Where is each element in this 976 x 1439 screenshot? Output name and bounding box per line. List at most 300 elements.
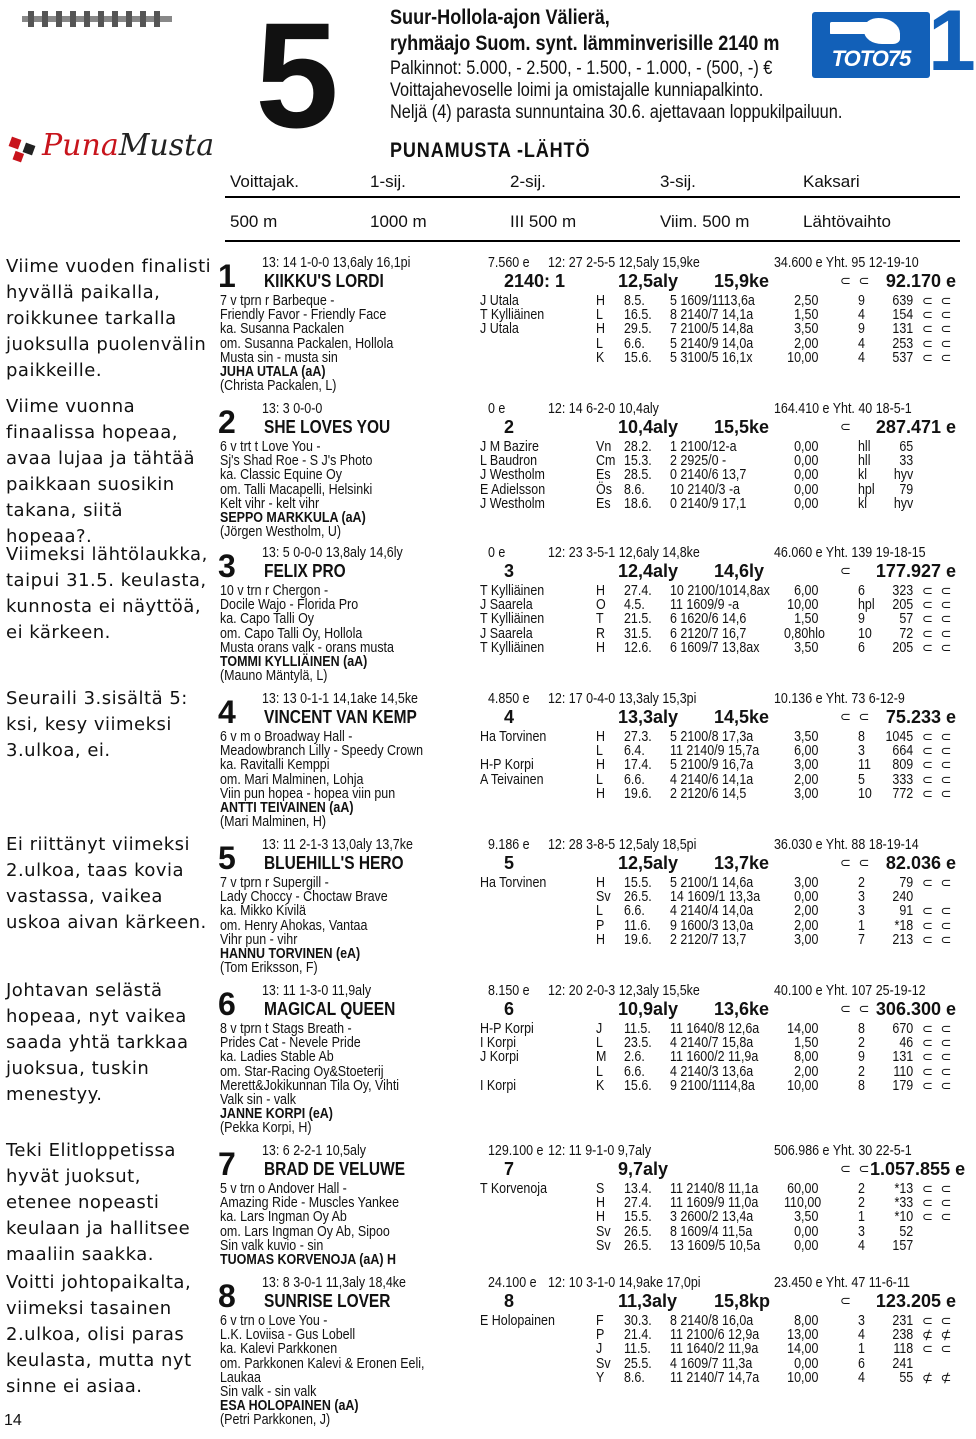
- start-position: 4: [858, 307, 865, 324]
- start-date: 6.4.: [624, 743, 645, 760]
- start-position: 6: [858, 583, 865, 599]
- horse-info-line: ka. Capo Talli Oy: [220, 611, 315, 628]
- start-position: 6: [858, 1355, 865, 1372]
- start-result: 5 2100/8 17,3a: [670, 729, 754, 745]
- start-points: 72: [899, 625, 914, 642]
- horse-info-line: ka. Classic Equine Oy: [220, 467, 342, 484]
- start-marks: ⊂ ⊂: [922, 597, 954, 613]
- start-row: [218, 1342, 960, 1356]
- start-row: [218, 933, 960, 947]
- start-row: [218, 612, 960, 626]
- start-track: L: [596, 307, 603, 324]
- horse-info-line: ka. Susanna Packalen: [220, 321, 345, 338]
- punamusta-word-a: Puna: [42, 128, 119, 163]
- start-driver: Ha Torvinen: [480, 729, 547, 745]
- horse-info-line: JANNE KORPI (eA): [220, 1106, 333, 1123]
- start-number: 3: [218, 548, 236, 584]
- total-stats: 46.060 e Yht. 139 19-18-15: [774, 545, 926, 561]
- start-date: 11.5.: [624, 1021, 651, 1037]
- start-date: 26.5.: [624, 1237, 652, 1254]
- start-position: 4: [858, 335, 865, 352]
- start-position: 2: [858, 1195, 865, 1212]
- shoe-marks: ⊂: [840, 419, 853, 434]
- horse-info-line: (Tom Eriksson, F): [220, 960, 318, 977]
- entry-6: [218, 982, 960, 1137]
- start-driver: J Saarela: [480, 625, 533, 642]
- start-track: M: [596, 1049, 607, 1066]
- start-track: J: [596, 1341, 603, 1358]
- start-result: 10 2100/1014,8ax: [670, 583, 770, 599]
- start-points: 238: [892, 1327, 914, 1344]
- start-date: 30.3.: [624, 1313, 652, 1329]
- start-position: 1: [858, 917, 865, 934]
- start-result: 8 1609/4 11,5a: [670, 1223, 753, 1240]
- shoe-marks: ⊂ ⊂: [840, 1001, 872, 1016]
- start-date: 27.4.: [624, 583, 652, 599]
- comment-8: Voitti johtopaikalta, viimeksi tasainen 2.ulkoa, olisi paras keulasta, mutta nyt sinne ei asiaa.: [6, 1272, 192, 1397]
- start-driver: L Baudron: [480, 453, 538, 470]
- start-result: 0 2140/6 13,7: [670, 467, 747, 484]
- punamusta-word-b: Musta: [118, 128, 215, 163]
- horse-info-line: (Jörgen Westholm, U): [220, 524, 342, 541]
- start-track: L: [596, 1035, 603, 1052]
- start-position: 4: [858, 1237, 865, 1254]
- start-odds: 3,00: [794, 757, 819, 774]
- start-date: 6.6.: [624, 1063, 645, 1080]
- start-position: 10: [858, 785, 872, 802]
- best-time-auto: 12,4aly: [618, 561, 679, 581]
- start-position: 2: [858, 1035, 865, 1052]
- start-position: 9: [858, 611, 865, 628]
- header-divider: [225, 196, 960, 198]
- race-prizes: Palkinnot: 5.000, - 2.500, - 1.500, - 1.000, - (500, -) €: [390, 58, 773, 79]
- start-position: 2: [858, 1181, 865, 1197]
- start-marks: ⊂ ⊂: [922, 1195, 954, 1211]
- start-track: H: [596, 293, 606, 309]
- total-stats: 36.030 e Yht. 88 18-19-14: [774, 837, 919, 853]
- header-divider-2: [225, 240, 960, 242]
- best-time-auto: 10,9aly: [618, 999, 679, 1019]
- start-result: 11 1600/2 11,9a: [670, 1049, 759, 1066]
- start-row: [218, 1357, 960, 1371]
- start-track: Es: [596, 495, 611, 512]
- earnings-2013: 4.850 e: [488, 691, 530, 707]
- start-position: 11: [858, 757, 871, 774]
- col-second: 2-sij.: [510, 172, 546, 191]
- start-result: 6 2120/7 16,7: [670, 625, 747, 642]
- start-driver: J Westholm: [480, 467, 545, 484]
- start-points: 131: [892, 1049, 914, 1066]
- distance-track: 4: [504, 707, 515, 727]
- best-time-auto: 10,4aly: [618, 417, 679, 437]
- start-odds: 6,00: [794, 743, 819, 760]
- start-track: K: [596, 349, 605, 366]
- start-marks: ⊂ ⊂: [922, 1341, 954, 1357]
- start-position: 7: [858, 931, 865, 948]
- start-odds: 3,00: [794, 875, 819, 891]
- comment-7: Teki Elitloppetissa hyvät juoksut, etenee nopeasti keulaan ja hallitsee maaliin saakka.: [6, 1140, 191, 1265]
- distance-track: 2: [504, 417, 515, 437]
- start-row: [218, 1371, 960, 1385]
- newspaper-logo: [22, 8, 172, 30]
- start-odds: 0,00: [794, 453, 819, 470]
- entry-8: [218, 1274, 960, 1429]
- entry-7: [218, 1142, 966, 1282]
- start-row: [218, 919, 960, 933]
- horse-info-line: Laukaa: [220, 1369, 261, 1386]
- start-result: 5 3100/5 16,1x: [670, 349, 753, 366]
- stats-2012: 12: 10 3-1-0 14,9ake 17,0pi: [548, 1275, 701, 1291]
- start-odds: 3,50: [794, 1209, 819, 1226]
- horse-info-line: om. Lars Ingman Oy Ab, Sipoo: [220, 1223, 390, 1240]
- start-marks: ⊂ ⊂: [922, 1181, 954, 1196]
- start-row: [218, 584, 960, 598]
- start-result: 4 2140/3 13,6a: [670, 1063, 754, 1080]
- start-points: *10: [894, 1209, 914, 1226]
- shoe-marks: ⊂ ⊂: [840, 1161, 872, 1176]
- start-marks: ⊂ ⊂: [922, 757, 954, 773]
- start-points: 333: [892, 771, 914, 788]
- stats-2013: 13: 6 2-2-1 10,5aly: [262, 1143, 366, 1159]
- start-result: 11 1609/9 -a: [670, 597, 740, 614]
- start-result: 5 2140/9 14,0a: [670, 335, 754, 352]
- start-driver: H-P Korpi: [480, 757, 534, 774]
- start-odds: 2,00: [794, 335, 819, 352]
- start-date: 15.5.: [624, 875, 652, 891]
- start-row: [218, 497, 960, 511]
- start-row: [218, 773, 960, 787]
- horse-info-line: 5 v trn o Andover Hall -: [220, 1181, 347, 1197]
- start-track: P: [596, 917, 605, 934]
- horse-name: BRAD DE VELUWE: [264, 1159, 406, 1179]
- start-track: H: [596, 785, 606, 802]
- horse-name: MAGICAL QUEEN: [264, 999, 396, 1019]
- start-date: 18.6.: [624, 495, 652, 512]
- start-driver: T Kylliäinen: [480, 583, 545, 599]
- page-number: 14: [4, 1412, 22, 1429]
- horse-info-line: 8 v tprn t Stags Breath -: [220, 1021, 352, 1037]
- start-row: [218, 876, 960, 890]
- horse-info-line: 6 v trn o Love You -: [220, 1313, 328, 1329]
- start-marks: ⊂ ⊂: [922, 307, 954, 323]
- start-result: 0 2140/9 17,1: [670, 495, 747, 512]
- start-track: O: [596, 597, 606, 614]
- start-track: H: [596, 321, 606, 338]
- horse-info-line: (Mari Malminen, H): [220, 814, 327, 831]
- best-time-auto: 9,7aly: [618, 1159, 669, 1179]
- start-odds: 14,00: [787, 1021, 819, 1037]
- start-row: [218, 1239, 960, 1253]
- start-track: L: [596, 771, 603, 788]
- start-date: 8.5.: [624, 293, 645, 309]
- stats-2013: 13: 13 0-1-1 14,1ake 14,5ke: [262, 691, 418, 707]
- shoe-marks: ⊂ ⊂: [840, 709, 872, 724]
- start-points: *13: [894, 1181, 914, 1197]
- start-odds: 2,00: [794, 917, 819, 934]
- start-points: 52: [899, 1223, 914, 1240]
- start-result: 9 2100/1114,8a: [670, 1077, 755, 1094]
- start-result: 1 2100/12-a: [670, 439, 737, 455]
- start-marks: ⊂ ⊂: [922, 1063, 954, 1079]
- start-date: 21.5.: [624, 611, 652, 628]
- horse-info-line: Kelt vihr - kelt vihr: [220, 495, 320, 512]
- horse-info-line: (Petri Parkkonen, J): [220, 1412, 331, 1429]
- start-driver: J Utala: [480, 321, 519, 338]
- start-points: 240: [892, 889, 914, 906]
- best-time-auto: 11,3aly: [618, 1291, 678, 1311]
- start-track: Es: [596, 467, 611, 484]
- stats-2013: 13: 14 1-0-0 13,6aly 16,1pi: [262, 255, 411, 271]
- start-row: [218, 627, 960, 641]
- start-track: L: [596, 743, 603, 760]
- start-result: 8 2140/8 16,0a: [670, 1313, 754, 1329]
- start-marks: ⊄ ⊄: [922, 1369, 954, 1385]
- best-time-volt: 13,6ke: [714, 999, 770, 1019]
- race-subtitle: ryhmäajo Suom. synt. lämminverisille 2140 m: [390, 32, 780, 55]
- shoe-marks: ⊂ ⊂: [840, 855, 872, 870]
- start-result: 14 1609/1 13,3a: [670, 889, 761, 906]
- start-row: [218, 744, 960, 758]
- total-points: 75.233 e: [885, 707, 956, 727]
- stats-2012: 12: 27 2-5-5 12,5aly 15,9ke: [548, 255, 700, 271]
- start-date: 15.3.: [624, 453, 652, 470]
- start-points: 772: [892, 785, 914, 802]
- start-date: 26.5.: [624, 1223, 652, 1240]
- horse-info-line: Prides Cat - Nevele Pride: [220, 1035, 361, 1052]
- shoe-marks: ⊂ ⊂: [840, 273, 872, 288]
- start-position: 3: [858, 1313, 865, 1329]
- start-marks: ⊂ ⊂: [922, 785, 954, 801]
- start-number: 1: [218, 258, 236, 294]
- best-time-auto: 13,3aly: [618, 707, 679, 727]
- start-odds: 0,00: [794, 495, 819, 512]
- start-position: 8: [858, 729, 865, 745]
- start-odds: 0,00: [794, 1355, 819, 1372]
- start-track: L: [596, 1063, 603, 1080]
- earnings-2013: 0 e: [488, 401, 506, 417]
- start-result: 5 1609/1113,6a: [670, 293, 755, 309]
- start-points: hyv: [893, 495, 914, 512]
- stats-2012: 12: 17 0-4-0 13,3aly 15,3pi: [548, 691, 697, 707]
- start-row: [218, 1079, 960, 1093]
- start-date: 15.6.: [624, 1077, 652, 1094]
- start-odds: 2,50: [794, 293, 819, 309]
- horse-info-line: Docile Wajo - Florida Pro: [220, 597, 359, 614]
- horse-info-line: ka. Mikko Kivilä: [220, 903, 306, 920]
- horse-info-line: 7 v tprn r Barbeque -: [220, 293, 335, 309]
- total-stats: 34.600 e Yht. 95 12-19-10: [774, 255, 919, 271]
- distance-track: 7: [504, 1159, 515, 1179]
- race-final-note: Neljä (4) parasta sunnuntaina 30.6. ajettavaan loppukilpailuun.: [390, 102, 843, 123]
- start-track: H: [596, 1209, 606, 1226]
- horse-info-line: HANNU TORVINEN (eA): [220, 946, 361, 962]
- best-time-volt: 15,8kp: [714, 1291, 771, 1311]
- start-position: hll: [858, 439, 871, 455]
- horse-info-line: om. Henry Ahokas, Vantaa: [220, 917, 368, 934]
- start-track: H: [596, 931, 606, 948]
- horse-info-line: ESA HOLOPAINEN (aA): [220, 1398, 359, 1415]
- start-track: J: [596, 1021, 603, 1037]
- start-date: 19.6.: [624, 931, 652, 948]
- start-odds: 0,00: [794, 889, 819, 906]
- horse-info-line: ANTTI TEIVAINEN (aA): [220, 800, 354, 816]
- start-marks: ⊂ ⊂: [922, 1049, 954, 1065]
- horse-info-line: Lady Choccy - Choctaw Brave: [220, 889, 388, 906]
- start-marks: ⊂ ⊂: [922, 611, 954, 627]
- start-result: 3 2600/2 13,4a: [670, 1209, 754, 1226]
- stats-2013: 13: 8 3-0-1 11,3aly 18,4ke: [262, 1275, 406, 1291]
- start-marks: ⊂ ⊂: [922, 293, 954, 308]
- start-track: H: [596, 875, 606, 891]
- comment-5: Ei riittänyt viimeksi 2.ulkoa, taas kovia vastassa, vaikea uskoa aivan kärkeen.: [6, 834, 207, 933]
- start-odds: 2,00: [794, 1063, 819, 1080]
- start-marks: ⊂ ⊂: [922, 875, 954, 890]
- start-date: 21.4.: [624, 1327, 652, 1344]
- start-number: 5: [218, 840, 236, 876]
- start-date: 15.5.: [624, 1209, 652, 1226]
- start-position: 9: [858, 293, 865, 309]
- total-stats: 23.450 e Yht. 47 11-6-11: [774, 1275, 910, 1291]
- earnings-2013: 9.186 e: [488, 837, 530, 853]
- entry-4: [218, 690, 960, 830]
- comment-1: Viime vuoden finalisti hyvällä paikalla, roikkunee tarkalla juoksulla puolenvälin paikkeille.: [6, 256, 212, 381]
- start-position: 4: [858, 1369, 865, 1386]
- start-row: [218, 322, 960, 336]
- start-track: Sv: [596, 889, 611, 906]
- start-result: 6 1609/7 13,8ax: [670, 639, 760, 656]
- col-third: 3-sij.: [660, 172, 696, 191]
- horse-name: FELIX PRO: [264, 561, 346, 581]
- start-odds: 10,00: [787, 349, 819, 366]
- start-odds: 3,50: [794, 729, 819, 745]
- start-marks: ⊂ ⊂: [922, 625, 954, 641]
- horse-info-line: Musta orans valk - orans musta: [220, 639, 394, 656]
- start-date: 29.5.: [624, 321, 652, 338]
- start-row: [218, 1182, 960, 1196]
- earnings-2013: 0 e: [488, 545, 506, 561]
- start-row: [218, 890, 960, 904]
- start-points: 33: [899, 453, 914, 470]
- start-marks: ⊂ ⊂: [922, 349, 954, 365]
- start-driver: J Saarela: [480, 597, 533, 614]
- stats-2013: 13: 5 0-0-0 13,8aly 14,6ly: [262, 545, 403, 561]
- start-driver: Ha Torvinen: [480, 875, 547, 891]
- horse-info-line: Merett&Jokikunnan Tila Oy, Vihti: [220, 1077, 400, 1094]
- race-blanket: Voittajahevoselle loimi ja omistajalle kunniapalkinto.: [390, 80, 764, 101]
- total-points: 177.927 e: [875, 561, 956, 581]
- horse-info-line: (Pekka Korpi, H): [220, 1120, 312, 1137]
- start-odds: 0,80hlo: [784, 625, 825, 642]
- start-row: [218, 308, 960, 322]
- start-date: 15.6.: [624, 349, 652, 366]
- start-row: [218, 1225, 960, 1239]
- start-track: Vn: [596, 439, 612, 455]
- horse-info-line: Viin pun hopea - hopea viin pun: [220, 785, 396, 802]
- start-track: Sv: [596, 1355, 611, 1372]
- start-marks: ⊂ ⊂: [922, 1021, 954, 1036]
- start-marks: ⊄ ⊄: [922, 1327, 954, 1343]
- best-time-volt: 15,5ke: [714, 417, 770, 437]
- start-driver: E Adielsson: [480, 481, 546, 498]
- start-position: hpl: [858, 597, 875, 614]
- start-date: 11.5.: [624, 1341, 651, 1358]
- comment-2: Viime vuonna finaalissa hopeaa, avaa lujaa ja tähtää paikkaan suosikin takana, siitä hopeaa?.: [6, 396, 196, 547]
- start-points: 79: [899, 875, 914, 891]
- start-position: 6: [858, 639, 865, 656]
- start-row: [218, 598, 960, 612]
- entry-3: [218, 544, 960, 684]
- start-track: S: [596, 1181, 605, 1197]
- horse-info-line: Amazing Ride - Muscles Yankee: [220, 1195, 400, 1212]
- start-position: 3: [858, 1223, 865, 1240]
- start-date: 6.6.: [624, 771, 645, 788]
- start-points: 65: [899, 439, 914, 455]
- start-odds: 110,00: [784, 1195, 822, 1212]
- start-position: 1: [858, 1209, 865, 1226]
- horse-info-line: om. Talli Macapelli, Helsinki: [220, 481, 373, 498]
- horse-name: VINCENT VAN KEMP: [264, 707, 417, 727]
- best-time-auto: 12,5aly: [618, 271, 679, 291]
- start-date: 8.6.: [624, 481, 645, 498]
- start-position: 5: [858, 771, 865, 788]
- stats-2012: 12: 11 9-1-0 9,7aly: [548, 1143, 652, 1159]
- start-points: 241: [892, 1355, 914, 1372]
- horse-info-line: ka. Kalevi Parkkonen: [220, 1341, 338, 1358]
- start-date: 6.6.: [624, 335, 645, 352]
- start-result: 4 2140/4 14,0a: [670, 903, 754, 920]
- start-result: 9 1600/3 13,0a: [670, 917, 754, 934]
- distance-track: 2140: 1: [504, 271, 566, 291]
- start-row: [218, 337, 960, 351]
- start-points: 809: [892, 757, 914, 774]
- stats-2012: 12: 20 2-0-3 12,3aly 15,5ke: [548, 983, 700, 999]
- horse-info-line: 6 v trt t Love You -: [220, 439, 321, 455]
- start-date: 17.4.: [624, 757, 652, 774]
- comment-6: Johtavan selästä hopeaa, nyt vaikea saada yhtä tarkkaa juoksua, tuskin menestyy.: [6, 980, 189, 1105]
- start-result: 2 2925/0 -: [670, 453, 727, 470]
- start-marks: ⊂ ⊂: [922, 639, 954, 655]
- start-track: H: [596, 757, 606, 774]
- toto-label: TOTO75: [831, 46, 911, 71]
- start-position: 3: [858, 743, 865, 760]
- toto-logo: [812, 12, 930, 78]
- distance-track: 6: [504, 999, 515, 1019]
- start-result: 5 2100/9 16,7a: [670, 757, 754, 774]
- best-time-volt: 14,5ke: [714, 707, 770, 727]
- start-odds: 10,00: [787, 1369, 819, 1386]
- horse-info-line: ka. Ravitalli Kemppi: [220, 757, 330, 774]
- start-row: [218, 1196, 960, 1210]
- horse-info-line: ka. Ladies Stable Ab: [220, 1049, 334, 1066]
- col-1000m: 1000 m: [370, 212, 427, 231]
- start-points: 57: [899, 611, 914, 628]
- start-row: [218, 787, 960, 801]
- start-odds: 3,50: [794, 321, 819, 338]
- race-number: 5: [255, 0, 335, 159]
- start-odds: 0,00: [794, 1237, 819, 1254]
- start-row: [218, 351, 960, 365]
- toto-race-number: 1: [928, 0, 976, 89]
- start-position: 2: [858, 1063, 865, 1080]
- start-marks: ⊂ ⊂: [922, 321, 954, 337]
- start-track: T: [596, 611, 604, 628]
- start-odds: 10,00: [787, 597, 819, 614]
- start-odds: 6,00: [794, 583, 819, 599]
- start-driver: T Korvenoja: [480, 1181, 548, 1197]
- start-date: 6.6.: [624, 903, 645, 920]
- horse-info-line: TOMMI KYLLIÄINEN (aA): [220, 654, 368, 670]
- comment-3: Viimeksi lähtölaukka, taipui 31.5. keulasta, kunnosta ei näyttöä, ei kärkeen.: [6, 544, 208, 643]
